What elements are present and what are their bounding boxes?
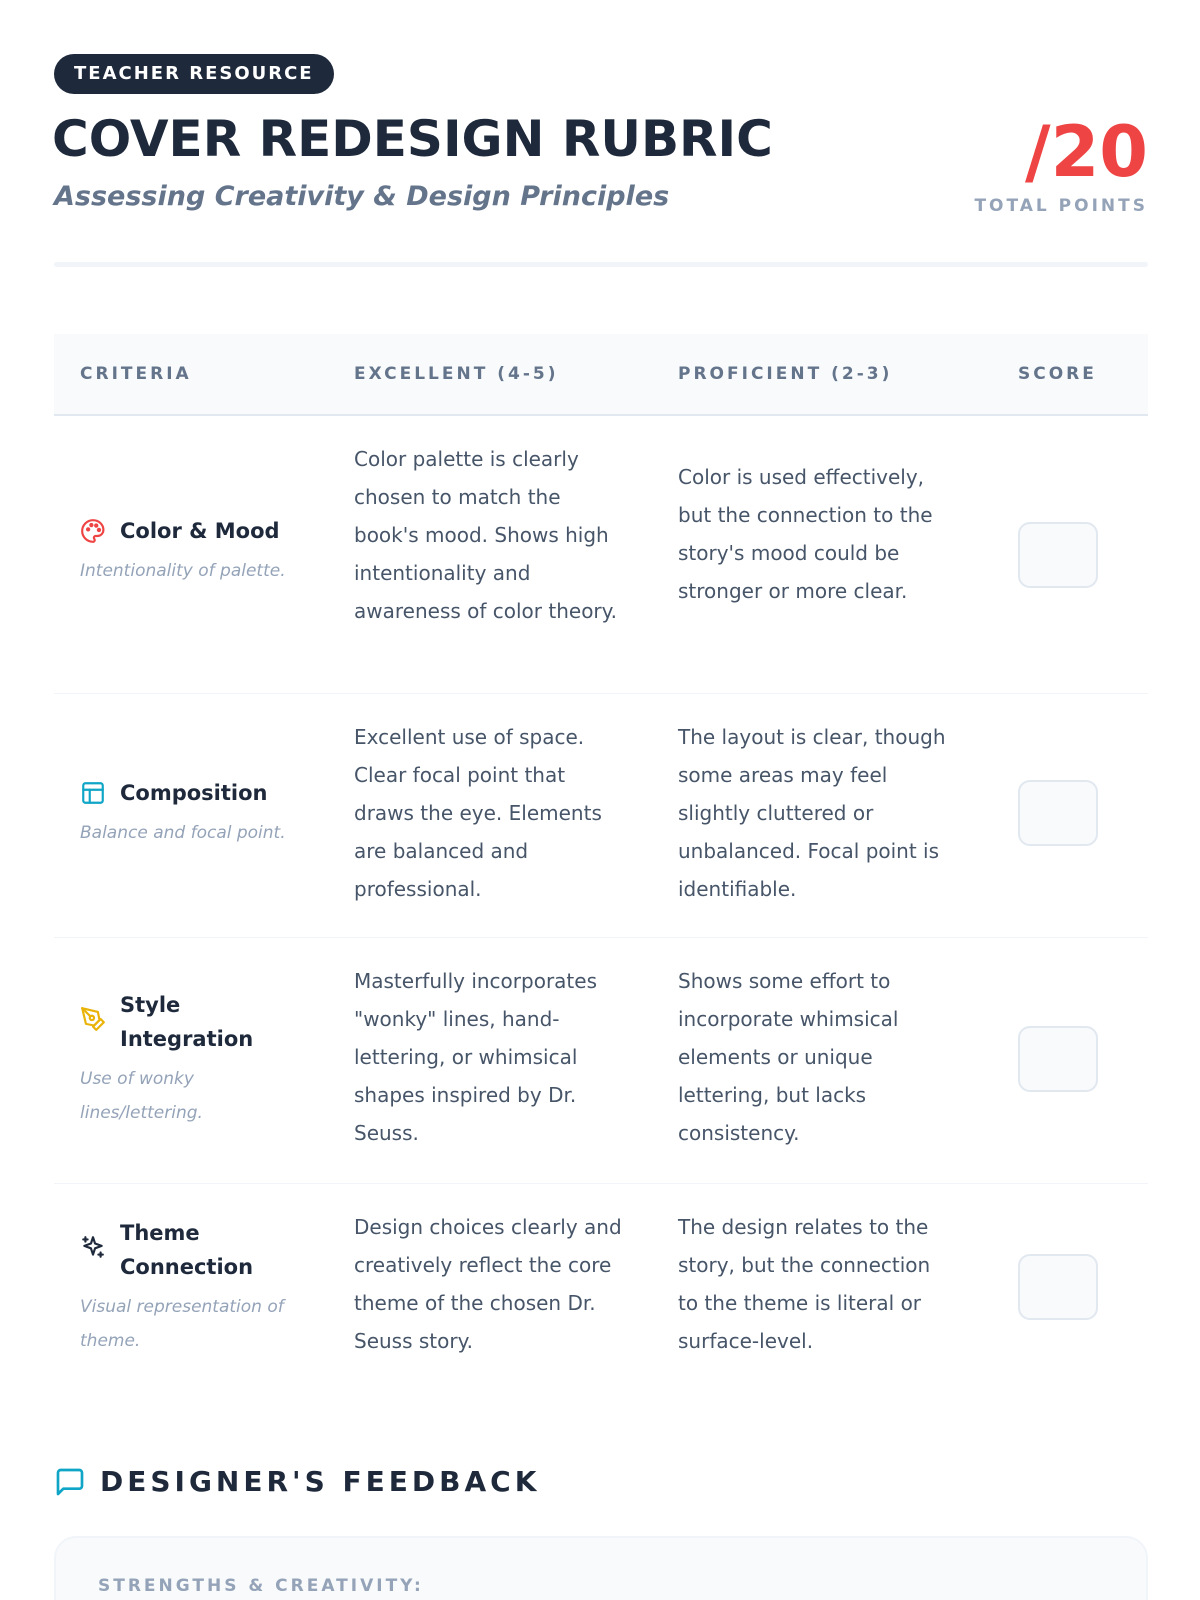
- column-header-excellent: EXCELLENT (4-5): [354, 364, 559, 384]
- excellent-cell: Excellent use of space. Clear focal point that draws the eye. Elements are balanced and professional.: [354, 725, 602, 901]
- total-points-value: /20: [1025, 111, 1148, 193]
- table-header: [54, 334, 1148, 416]
- score-input[interactable]: [1018, 1254, 1098, 1320]
- message-square-icon: [54, 1466, 86, 1498]
- table-row: [54, 1184, 1148, 1394]
- criteria-cell: [80, 988, 320, 1130]
- palette-icon: [80, 518, 106, 544]
- score-input[interactable]: [1018, 522, 1098, 588]
- criteria-cell: [80, 1216, 320, 1358]
- proficient-cell: Color is used effectively, but the connection to the story's mood could be stronger or more clear.: [678, 465, 933, 603]
- table-row: [54, 416, 1148, 694]
- proficient-cell: Shows some effort to incorporate whimsical elements or unique lettering, but lacks consistency.: [678, 969, 899, 1145]
- criteria-description: Balance and focal point.: [80, 823, 286, 843]
- header-divider: [54, 262, 1148, 267]
- criteria-description: Visual representation of theme.: [80, 1297, 284, 1351]
- column-header-score: SCORE: [1018, 364, 1097, 384]
- feedback-box[interactable]: [54, 1536, 1148, 1600]
- teacher-resource-badge: TEACHER RESOURCE: [54, 54, 334, 94]
- rubric-table: [54, 334, 1148, 1394]
- feedback-heading: [54, 1462, 540, 1502]
- proficient-cell: The design relates to the story, but the connection to the theme is literal or surface-level.: [678, 1215, 931, 1353]
- score-input[interactable]: [1018, 1026, 1098, 1092]
- proficient-cell: The layout is clear, though some areas may feel slightly cluttered or unbalanced. Focal point is identifiable.: [678, 725, 946, 901]
- table-row: [54, 938, 1148, 1184]
- column-header-criteria: CRITERIA: [80, 364, 192, 384]
- criteria-cell: [80, 776, 320, 850]
- pen-tool-icon: [80, 1006, 106, 1032]
- criteria-cell: [80, 514, 320, 588]
- excellent-cell: Design choices clearly and creatively reflect the core theme of the chosen Dr. Seuss story.: [354, 1215, 622, 1353]
- layout-icon: [80, 780, 106, 806]
- criteria-name: Composition: [120, 781, 268, 805]
- feedback-title: DESIGNER'S FEEDBACK: [100, 1465, 541, 1498]
- table-row: [54, 694, 1148, 938]
- excellent-cell: Color palette is clearly chosen to match the book's mood. Shows high intentionality and awareness of color theory.: [354, 447, 617, 623]
- total-points-label: TOTAL POINTS: [974, 196, 1148, 216]
- excellent-cell: Masterfully incorporates "wonky" lines, hand-lettering, or whimsical shapes inspired by Dr. Seuss.: [354, 969, 597, 1145]
- criteria-name: Style Integration: [120, 993, 254, 1051]
- criteria-description: Use of wonky lines/lettering.: [80, 1069, 203, 1123]
- criteria-name: Color & Mood: [120, 519, 280, 543]
- sparkles-icon: [80, 1234, 106, 1260]
- criteria-description: Intentionality of palette.: [80, 561, 286, 581]
- column-header-proficient: PROFICIENT (2-3): [678, 364, 893, 384]
- criteria-name: Theme Connection: [120, 1221, 254, 1279]
- page-subtitle: Assessing Creativity & Design Principles: [54, 181, 670, 212]
- strengths-label: STRENGTHS & CREATIVITY:: [98, 1576, 424, 1596]
- page-title: COVER REDESIGN RUBRIC: [52, 110, 773, 168]
- score-input[interactable]: [1018, 780, 1098, 846]
